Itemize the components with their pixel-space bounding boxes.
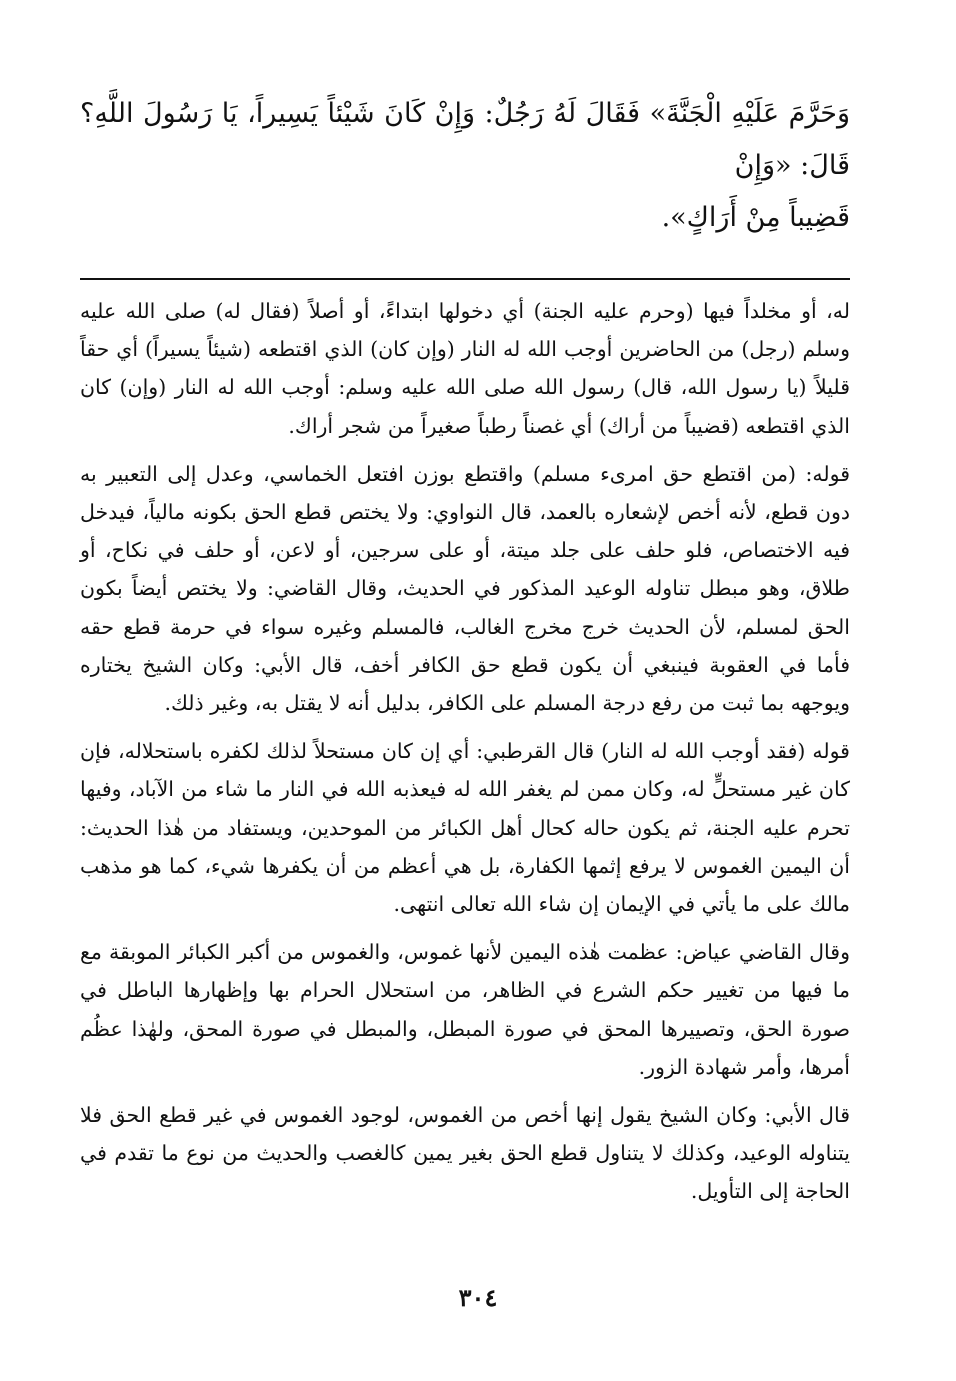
commentary-paragraph-3: قوله (فقد أوجب الله له النار) قال القرطبي: أي إن كان مستحلاً لذلك لكفره باستحلاله، فإن كان غير مستحلٍّ له، وكان ممن لم يغفر الله له فيعذبه الله في النار ما شاء من الآباد، وفيها تحرم عليه الجنة، ثم يكون حاله كحال أهل الكبائر من الموحدين، ويستفاد من هٰذا الحديث: أن اليمين الغموس لا يرفع إثمها الكفارة، بل هي أعظم من أن يكفرها شيء، كما هو مذهب مالك على ما يأتي في الإيمان إن شاء الله تعالى انتهى. — [80, 739, 850, 917]
hadith-text — [80, 88, 850, 244]
commentary-paragraph-4: وقال القاضي عياض: عظمت هٰذه اليمين لأنها غموس، والغموس من أكبر الكبائر الموبقة مع ما فيها من تغيير حكم الشرع في الظاهر، من استحلال الحرام بها وإظهارها الباطل في صورة الحق، وتصييرها المحق في صورة المبطل، والمبطل في صورة المحق، ولهٰذا عظُم أمرها، وأمر شهادة الزور. — [80, 940, 850, 1079]
hadith-line-2: قَضِيباً مِنْ أَرَاكٍ». — [661, 202, 850, 233]
hadith-line-1: وَحَرَّمَ عَلَيْهِ الْجَنَّةَ» فَقَالَ لَهُ رَجُلٌ: وَإِنْ كَانَ شَيْئاً يَسِيراً، يَا رَسُولَ اللَّهِ؟ قَالَ: «وَإِنْ — [80, 98, 850, 181]
page-number: ٣٠٤ — [458, 1283, 498, 1312]
commentary — [80, 292, 850, 1211]
commentary-paragraph-5: قال الأبي: وكان الشيخ يقول إنها أخص من الغموس، لوجود الغموس في غير قطع الحق فلا يتناوله الوعيد، وكذلك لا يتناول قطع الحق بغير يمين كالغصب والحديث من نوع ما تقدم في الحاجة إلى التأويل. — [80, 1103, 850, 1204]
footnote-divider — [80, 278, 850, 280]
commentary-paragraph-2: قوله: (من اقتطع حق امرىء مسلم) واقتطع بوزن افتعل الخماسي، وعدل إلى التعبير به دون قطع، لأنه أخص لإشعاره بالعمد، قال النواوي: ولا يختص قطع الحق بكونه مالياً، فيدخل فيه الاختصاص، فلو حلف على جلد ميتة، أو على سرجين، أو لاعن، أو حلف في نكاح، أو طلاق، وهو مبطل تناوله الوعيد المذكور في الحديث، وقال القاضي: ولا يختص أيضاً بكون الحق لمسلم، لأن الحديث خرج مخرج الغالب، فالمسلم وغيره سواء في حرمة قطع حقه فأما في العقوبة فينبغي أن يكون قطع حق الكافر أخف، قال الأبي: وكان الشيخ يختاره ويوجهه بما ثبت من رفع درجة المسلم على الكافر، بدليل أنه لا يقتل به، وغير ذلك. — [80, 461, 850, 716]
commentary-paragraph-1: له، أو مخلداً فيها (وحرم عليه الجنة) أي دخولها ابتداءً، أو أصلاً (فقال له) صلى الله عليه وسلم (رجل) من الحاضرين أوجب الله له النار (وإن كان) الذي اقتطعه (شيئاً يسيراً) أي حقاً قليلاً (يا رسول الله، قال) رسول الله صلى الله عليه وسلم: أوجب الله له النار (وإن) كان الذي اقتطعه (قضيباً من أراك) أي غصناً رطباً صغيراً من شجر أراك. — [80, 299, 850, 438]
page-content — [80, 88, 850, 1221]
